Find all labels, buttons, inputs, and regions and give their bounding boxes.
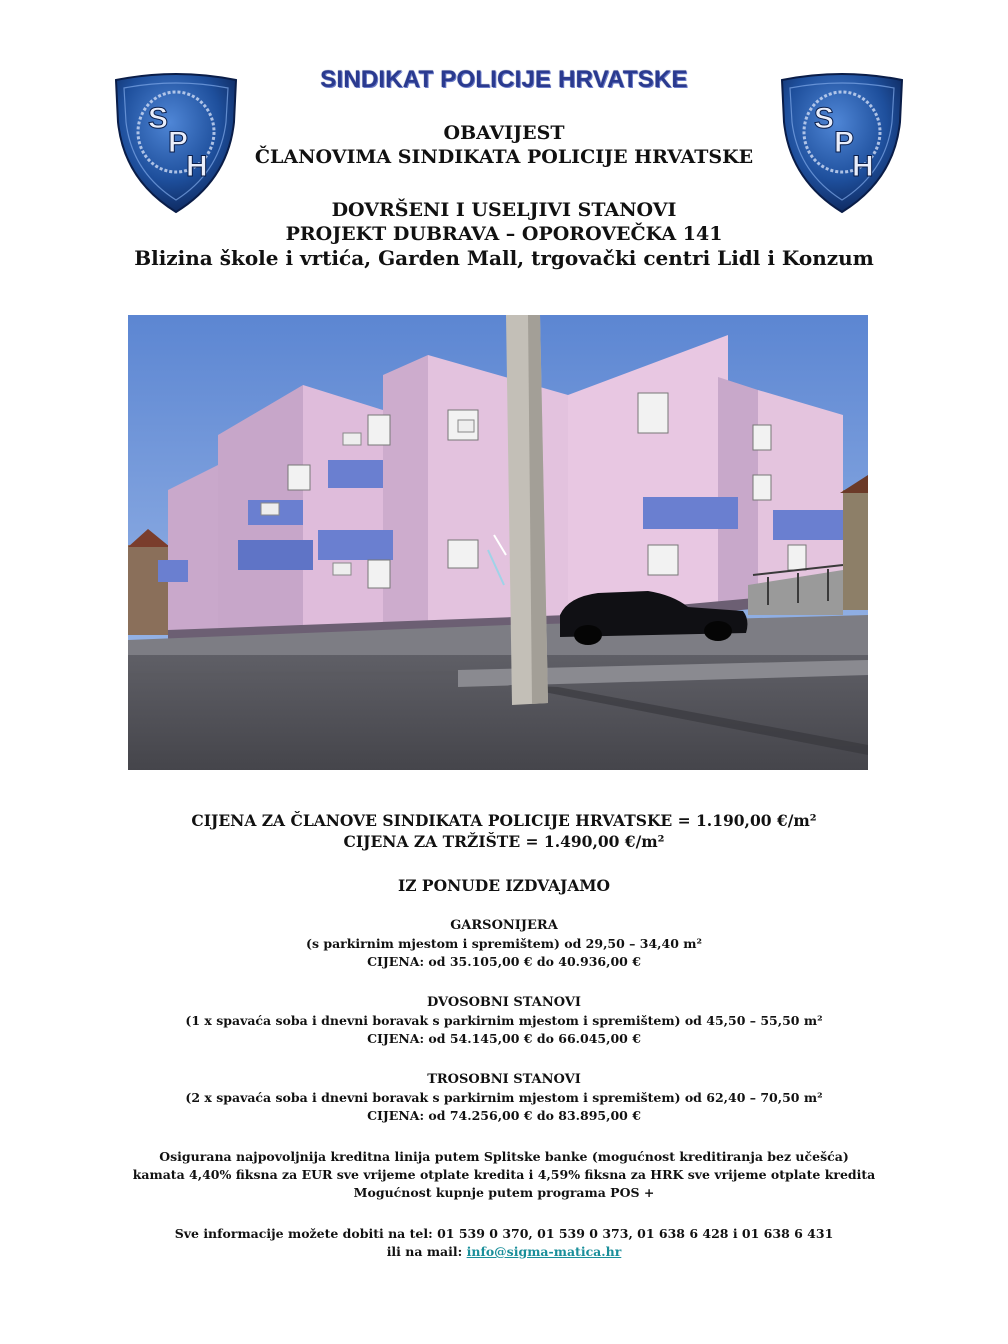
credit-line-1: Osigurana najpovoljnija kreditna linija putem Splitske banke (mogućnost kreditiranja bez učešća): [159, 1149, 849, 1164]
offer-name: TROSOBNI STANOVI: [427, 1072, 581, 1087]
notice-line-2: ČLANOVIMA SINDIKATA POLICIJE HRVATSKE: [254, 146, 754, 168]
member-price: CIJENA ZA ČLANOVE SINDIKATA POLICIJE HRVATSKE = 1.190,00 €/m²: [191, 811, 817, 830]
offer-price: CIJENA: od 35.105,00 € do 40.936,00 €: [367, 954, 641, 969]
headline-3: Blizina škole i vrtića, Garden Mall, trgovački centri Lidl i Konzum: [134, 246, 874, 270]
offer-description: (2 x spavaća soba i dnevni boravak s parkirnim mjestom i spremištem) od 62,40 – 70,50 m²: [185, 1090, 823, 1105]
org-title: SINDIKAT POLICIJE HRVATSKE: [320, 66, 688, 93]
offer-studio: [0, 917, 1008, 971]
logo-letter-h: H: [852, 150, 874, 183]
headline-1: DOVRŠENI I USELJIVI STANOVI: [331, 199, 677, 221]
contact-phones: Sve informacije možete dobiti na tel: 01 539 0 370, 01 539 0 373, 01 638 6 428 i 01 638 6 431: [174, 1226, 834, 1241]
logo-letter-s: S: [814, 102, 835, 135]
offer-name: DVOSOBNI STANOVI: [426, 995, 581, 1010]
offer-name: GARSONIJERA: [450, 918, 558, 933]
offer-description: (s parkirnim mjestom i spremištem) od 29,50 – 34,40 m²: [306, 936, 702, 951]
logo-letter-p: P: [168, 126, 189, 159]
offer-three-room: [0, 1071, 1008, 1125]
offers-title: IZ PONUDE IZDVAJAMO: [397, 876, 611, 895]
offer-price: CIJENA: od 74.256,00 € do 83.895,00 €: [367, 1108, 641, 1123]
credit-line-2: kamata 4,40% fiksna za EUR sve vrijeme otplate kredita i 4,59% fiksna za HRK sve vrijeme otplate kredita: [132, 1167, 876, 1182]
notice-heading: [0, 121, 1008, 169]
prices-block: [0, 810, 1008, 852]
logo-letter-s: S: [148, 102, 169, 135]
credit-info: [0, 1148, 1008, 1202]
offer-price: CIJENA: od 54.145,00 € do 66.045,00 €: [367, 1031, 641, 1046]
contact-mail-line: [0, 1243, 1008, 1261]
logo-letter-p: P: [834, 126, 855, 159]
notice-line-1: OBAVIJEST: [443, 122, 565, 144]
project-heading: [0, 198, 1008, 270]
offer-description: (1 x spavaća soba i dnevni boravak s parkirnim mjestom i spremištem) od 45,50 – 55,50 m²: [185, 1013, 823, 1028]
contact-info: [0, 1225, 1008, 1261]
headline-2: PROJEKT DUBRAVA – OPOROVEČKA 141: [285, 223, 723, 245]
mail-prefix: ili na mail:: [386, 1244, 467, 1259]
building-photo: [128, 315, 868, 770]
email-link[interactable]: info@sigma-matica.hr: [466, 1244, 622, 1259]
credit-line-3: Mogućnost kupnje putem programa POS +: [353, 1185, 655, 1200]
logo-letter-h: H: [186, 150, 208, 183]
offer-two-room: [0, 994, 1008, 1048]
market-price: CIJENA ZA TRŽIŠTE = 1.490,00 €/m²: [343, 832, 665, 851]
